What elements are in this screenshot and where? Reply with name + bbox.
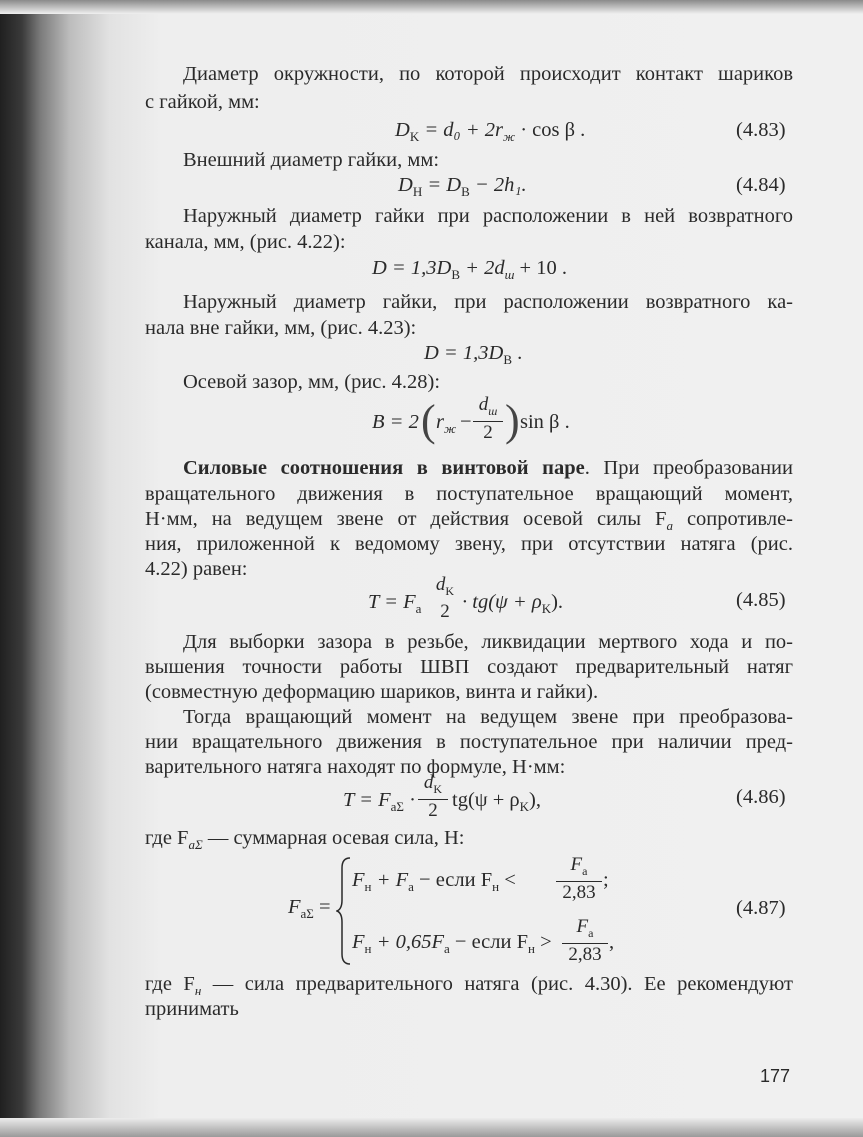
subscript: a	[582, 863, 588, 878]
formula-part: − если F	[449, 931, 529, 953]
text-line: нала вне гайки, мм, (рис. 4.23):	[145, 317, 417, 339]
text-line: канала, мм, (рис. 4.22):	[145, 231, 346, 253]
formula-part: <	[499, 869, 516, 891]
symbol: F	[352, 869, 365, 891]
formula-axial-gap-lhs: B = 2	[372, 411, 419, 433]
text-span: сопротивле-	[672, 508, 794, 530]
text-line: Осевой зазор, мм, (рис. 4.28):	[183, 371, 441, 393]
formula-part: =	[313, 896, 331, 918]
subscript: a	[666, 518, 673, 534]
text-line: 4.22) равен:	[145, 558, 248, 580]
formula-4-85-rhs	[462, 590, 563, 621]
formula-part: ).	[551, 591, 564, 613]
numerator	[556, 855, 602, 882]
subscript: н	[492, 879, 500, 895]
equation-number: (4.87)	[736, 897, 786, 919]
symbol: D	[398, 174, 413, 196]
text-span: Н·мм, на ведущем звене от действия осевой силы F	[145, 508, 667, 530]
subscript: B	[451, 267, 460, 283]
text-line: Внешний диаметр гайки, мм:	[183, 149, 440, 171]
formula-part: D = 1,3D	[372, 257, 452, 279]
formula-part: >	[534, 931, 552, 953]
formula-part: ·	[403, 789, 416, 811]
equation-number: (4.83)	[736, 119, 786, 141]
formula-4-87-case-1	[352, 868, 516, 899]
formula-part: tg(ψ + ρ	[452, 789, 520, 811]
formula-4-86-rhs	[452, 788, 541, 819]
formula-part: ;	[603, 869, 609, 891]
formula-part: − 2h₁.	[469, 174, 527, 196]
numerator	[430, 575, 460, 601]
formula-axial-gap-r	[436, 410, 456, 441]
symbol: r	[436, 411, 444, 433]
denominator: 2,83	[568, 943, 602, 965]
subscript: a	[443, 941, 450, 957]
text-line	[145, 972, 793, 1003]
text-line: Диаметр окружности, по которой происходит контакт шариков	[183, 63, 793, 85]
subscript: K	[433, 781, 443, 796]
symbol: d	[423, 772, 434, 793]
text-line: с гайкой, мм:	[145, 91, 260, 113]
formula-4-83	[395, 118, 585, 149]
subscript: ж	[502, 129, 516, 145]
subscript: ш	[488, 403, 498, 418]
numerator	[562, 917, 608, 944]
formula-part: .	[512, 342, 523, 364]
numerator	[418, 773, 448, 800]
formula-4-87-case-2	[352, 930, 552, 961]
formula-nut-diameter-2	[424, 341, 522, 372]
subscript: ж	[443, 421, 457, 437]
text-line: вращательного движения в поступательное вращающий момент,	[145, 483, 793, 505]
symbol: F	[288, 896, 301, 918]
text-line: ния, приложенной к ведомому звену, при отсутствии натяга (рис.	[145, 533, 793, 555]
subscript: a	[415, 601, 422, 617]
text-line	[145, 826, 464, 857]
formula-part: sin β .	[520, 411, 570, 433]
subscript: K	[519, 799, 530, 815]
section-heading: Силовые соотношения в винтовой паре	[183, 457, 585, 479]
equation-number: (4.86)	[736, 786, 786, 808]
numerator	[473, 395, 503, 422]
text-line: Для выборки зазора в резьбе, ликвидации мертвого хода и по-	[183, 631, 793, 653]
page-number: 177	[760, 1066, 791, 1086]
subscript: ш	[504, 267, 515, 283]
formula-4-86-lhs	[343, 788, 416, 819]
subscript: н	[528, 941, 535, 957]
symbol: D	[395, 119, 410, 141]
formula-part: = D	[422, 174, 462, 196]
subscript: K	[541, 601, 552, 617]
formula-part: D = 1,3D	[424, 342, 504, 364]
symbol: F	[576, 916, 589, 937]
text-line: варительного натяга находят по формуле, Н·мм:	[145, 756, 566, 778]
formula-part: · tg(ψ + ρ	[462, 591, 542, 613]
left-paren: (	[421, 396, 436, 445]
text-line: принимать	[145, 998, 239, 1020]
formula-part: T = F	[343, 789, 391, 811]
subscript: a	[588, 925, 594, 940]
text-line: вышения точности работы ШВП создают предварительный натяг	[145, 656, 793, 678]
page-bottom-shadow	[0, 1118, 863, 1137]
formula-part: + 2d	[460, 257, 505, 279]
text-span: . При преобразовании	[584, 457, 793, 479]
text-line: Тогда вращающий момент на ведущем звене при преобразова-	[183, 706, 793, 728]
formula-part: + F	[371, 869, 409, 891]
formula-nut-diameter-1	[372, 256, 567, 287]
subscript: B	[503, 352, 512, 368]
section-heading-line	[183, 456, 793, 480]
denominator: 2	[483, 421, 493, 443]
formula-part: + 0,65F	[371, 931, 444, 953]
text-span: где F	[145, 827, 189, 849]
subscript: н	[364, 941, 372, 957]
subscript: a	[408, 879, 414, 895]
minus-sign: −	[460, 411, 472, 433]
formula-4-87-lhs	[288, 895, 331, 926]
fraction	[473, 395, 503, 444]
subscript: aΣ	[300, 906, 314, 922]
text-line: (совместную деформацию шариков, винта и гайки).	[145, 681, 599, 703]
right-paren: )	[505, 396, 520, 445]
curly-brace-icon	[336, 856, 352, 966]
subscript: K	[409, 129, 420, 145]
subscript: K	[445, 583, 455, 598]
subscript: B	[461, 184, 470, 200]
fraction	[562, 917, 608, 966]
formula-part: = d₀ + 2r	[424, 119, 503, 141]
symbol: d	[435, 574, 446, 595]
text-line: Наружный диаметр гайки при расположении в ней возвратного	[183, 205, 793, 227]
symbol: F	[352, 931, 365, 953]
text-span: — сила предварительного натяга (рис. 4.30). Ее рекомендуют	[201, 973, 793, 995]
subscript: н	[194, 983, 202, 999]
text-span: где F	[145, 973, 195, 995]
fraction	[430, 575, 460, 623]
text-line: Наружный диаметр гайки, при расположении возвратного ка-	[183, 291, 793, 313]
formula-part: ),	[529, 789, 541, 811]
formula-4-85-lhs	[368, 590, 421, 621]
equation-number: (4.85)	[736, 589, 786, 611]
denominator: 2	[428, 799, 438, 821]
formula-part: T = F	[368, 591, 416, 613]
equation-number: (4.84)	[736, 174, 786, 196]
formula-part: · cos β .	[515, 119, 586, 141]
formula-4-84	[398, 173, 527, 204]
formula-part: + 10 .	[514, 257, 567, 279]
symbol: d	[478, 394, 489, 415]
formula-part: − если F	[413, 869, 493, 891]
symbol: F	[570, 854, 583, 875]
denominator: 2,83	[562, 881, 596, 903]
subscript: aΣ	[188, 837, 203, 853]
subscript: aΣ	[390, 799, 404, 815]
fraction	[556, 855, 602, 904]
fraction	[418, 773, 448, 822]
page-top-shadow	[0, 0, 863, 14]
subscript: н	[364, 879, 372, 895]
text-line: нии вращательного движения в поступательное при наличии пред-	[145, 731, 793, 753]
formula-part: ,	[609, 931, 615, 953]
text-span: — суммарная осевая сила, Н:	[202, 827, 465, 849]
subscript: H	[412, 184, 423, 200]
denominator: 2	[440, 600, 450, 622]
